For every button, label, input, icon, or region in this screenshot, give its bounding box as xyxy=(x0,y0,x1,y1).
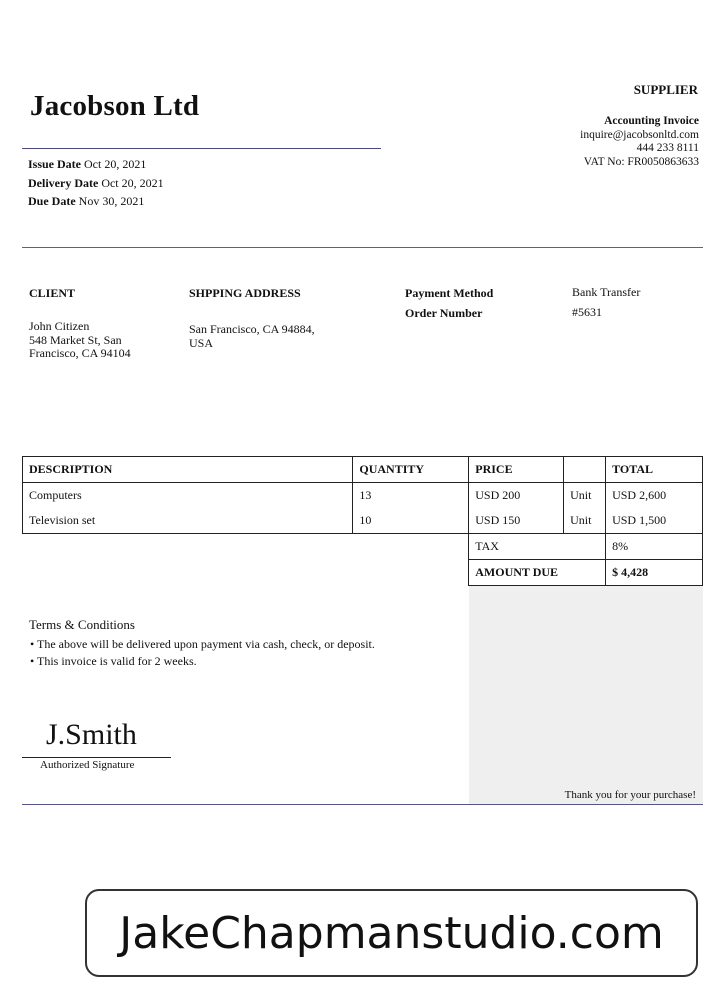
terms-list xyxy=(30,636,375,670)
footer-divider xyxy=(22,804,703,805)
signature: J.Smith xyxy=(46,718,137,751)
header-total: TOTAL xyxy=(606,457,703,483)
table-row xyxy=(23,508,703,534)
issue-date-value: Oct 20, 2021 xyxy=(84,157,147,171)
watermark-banner xyxy=(85,889,698,977)
tax-value: 8% xyxy=(606,534,703,560)
signature-line xyxy=(22,757,171,758)
amount-due-label: AMOUNT DUE xyxy=(469,560,606,586)
client-address-line1: 548 Market St, San xyxy=(29,332,122,347)
row-unit: Unit xyxy=(564,508,606,534)
row-total: USD 1,500 xyxy=(606,508,703,534)
supplier-phone: 444 233 8111 xyxy=(636,142,699,154)
row-price: USD 150 xyxy=(469,508,564,534)
row-quantity: 10 xyxy=(353,508,469,534)
table-row xyxy=(23,483,703,509)
items-table xyxy=(22,456,703,586)
terms-item: • This invoice is valid for 2 weeks. xyxy=(30,653,375,670)
header-divider xyxy=(22,148,381,149)
delivery-date-label: Delivery Date xyxy=(28,175,99,190)
dates-block xyxy=(28,155,164,211)
supplier-email: inquire@jacobsonltd.com xyxy=(580,128,699,141)
watermark-text: JakeChapmanstudio.com xyxy=(119,907,664,959)
tax-row xyxy=(23,534,703,560)
due-date-value: Nov 30, 2021 xyxy=(78,194,145,208)
table-header-row xyxy=(23,457,703,483)
order-number-value: #5631 xyxy=(572,305,602,319)
client-name: John Citizen xyxy=(29,319,90,333)
client-address xyxy=(29,320,131,361)
header-price: PRICE xyxy=(469,457,564,483)
shipping-label: SHPPING ADDRESS xyxy=(189,286,301,300)
shipping-address xyxy=(189,323,315,350)
row-description: Computers xyxy=(23,483,353,509)
supplier-heading: SUPPLIER xyxy=(633,82,698,97)
header-quantity: QUANTITY xyxy=(353,457,469,483)
terms-title: Terms & Conditions xyxy=(29,617,135,632)
shipping-line2: USA xyxy=(189,335,214,350)
amount-due-value: $ 4,428 xyxy=(606,560,703,586)
payment-method-label: Payment Method xyxy=(405,286,494,300)
client-address-line2: Francisco, CA 94104 xyxy=(29,346,131,360)
client-label: CLIENT xyxy=(29,286,76,300)
thank-you-note: Thank you for your purchase! xyxy=(564,789,696,801)
shipping-line1: San Francisco, CA 94884, xyxy=(189,322,315,336)
company-name: Jacobson Ltd xyxy=(30,90,200,122)
section-divider xyxy=(22,247,703,248)
amount-due-row xyxy=(23,560,703,586)
order-number-label: Order Number xyxy=(405,306,483,320)
tax-label: TAX xyxy=(469,534,606,560)
row-price: USD 200 xyxy=(469,483,564,509)
terms-item: • The above will be delivered upon payment via cash, check, or deposit. xyxy=(30,636,375,653)
header-unit xyxy=(564,457,606,483)
row-unit: Unit xyxy=(564,483,606,509)
summary-panel xyxy=(469,586,703,804)
payment-method-value: Bank Transfer xyxy=(572,285,641,299)
due-date-label: Due Date xyxy=(28,194,76,208)
issue-date-label: Issue Date xyxy=(28,157,81,171)
header-description: DESCRIPTION xyxy=(23,457,353,483)
supplier-block xyxy=(580,115,699,169)
row-quantity: 13 xyxy=(353,483,469,509)
signature-label: Authorized Signature xyxy=(40,759,135,771)
supplier-vat: VAT No: FR0050863633 xyxy=(583,155,699,168)
delivery-date-value: Oct 20, 2021 xyxy=(101,175,164,190)
row-total: USD 2,600 xyxy=(606,483,703,509)
supplier-title: Accounting Invoice xyxy=(604,115,699,127)
row-description: Television set xyxy=(23,508,353,534)
